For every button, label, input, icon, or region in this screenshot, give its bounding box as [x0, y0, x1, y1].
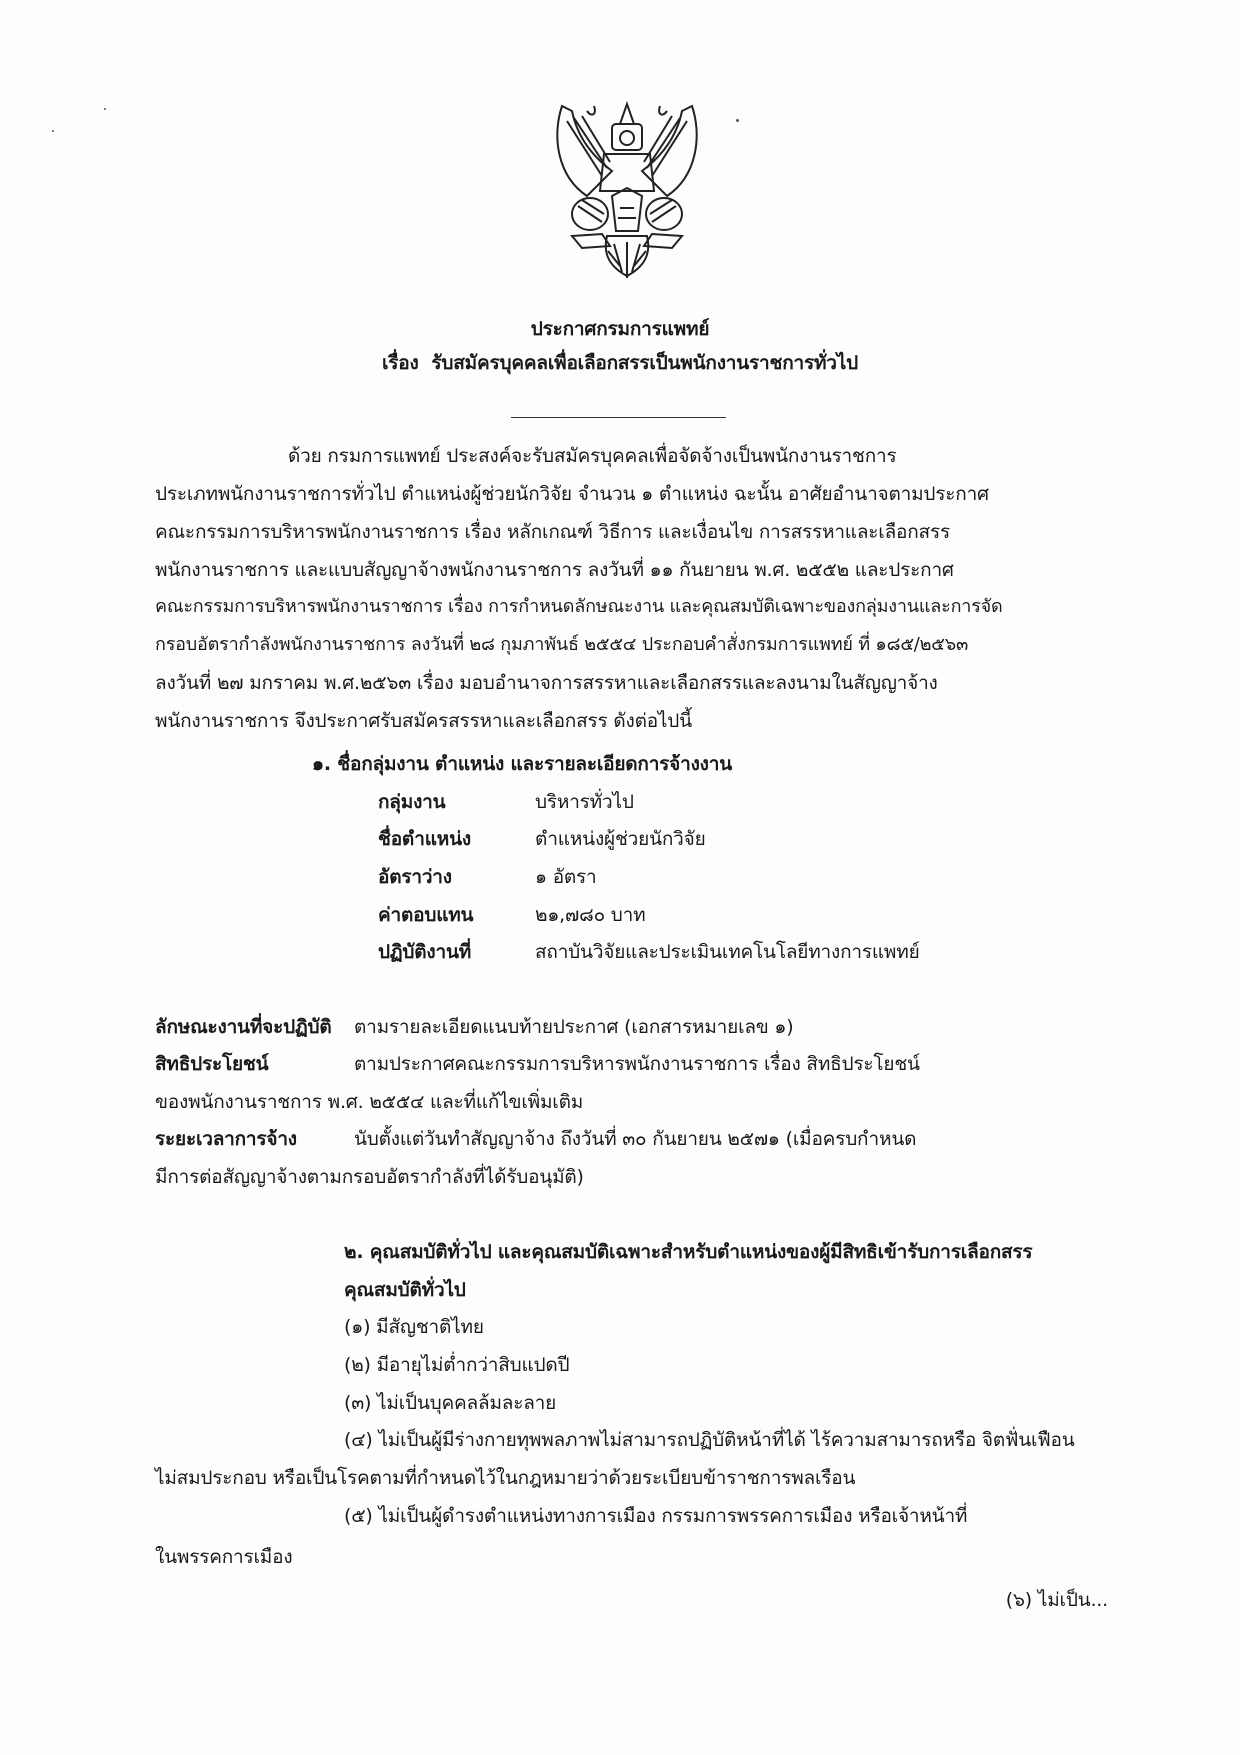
qualification-item: (๔) ไม่เป็นผู้มีร่างกายทุพพลภาพไม่สามารถปฏิบัติหน้าที่ได้ ไร้ความสามารถหรือ จิตฟั่นเฟือน: [344, 1429, 1075, 1451]
job-nature-value: ตามรายละเอียดแนบท้ายประกาศ (เอกสารหมายเลข ๑): [354, 1016, 794, 1038]
benefits-label: สิทธิประโยชน์: [155, 1053, 269, 1075]
section1-heading: ๑. ชื่อกลุ่มงาน ตำแหน่ง และรายละเอียดการจ้างงาน: [312, 753, 732, 775]
intro-line: คณะกรรมการบริหารพนักงานราชการ เรื่อง หลักเกณฑ์ วิธีการ และเงื่อนไข การสรรหาและเลือกสรร: [155, 521, 950, 543]
intro-line: พนักงานราชการ และแบบสัญญาจ้างพนักงานราชการ ลงวันที่ ๑๑ กันยายน พ.ศ. ๒๕๕๒ และประกาศ: [155, 559, 954, 581]
garuda-emblem-icon: [542, 96, 712, 286]
section2-heading: ๒. คุณสมบัติทั่วไป และคุณสมบัติเฉพาะสำหรับตำแหน่งของผู้มีสิทธิเข้ารับการเลือกสรร: [344, 1241, 1033, 1263]
field-value-workgroup: บริหารทั่วไป: [535, 791, 634, 813]
field-label-workgroup: กลุ่มงาน: [378, 791, 446, 813]
qualification-item: (๕) ไม่เป็นผู้ดำรงตำแหน่งทางการเมือง กรรมการพรรคการเมือง หรือเจ้าหน้าที่: [344, 1505, 968, 1527]
duration-label: ระยะเวลาการจ้าง: [155, 1128, 297, 1150]
duration-continuation: มีการต่อสัญญาจ้างตามกรอบอัตรากำลังที่ได้รับอนุมัติ): [155, 1166, 584, 1188]
title-divider: [511, 417, 726, 418]
field-label-vacancy: อัตราว่าง: [378, 866, 452, 888]
intro-line: ประเภทพนักงานราชการทั่วไป ตำแหน่งผู้ช่วยนักวิจัย จำนวน ๑ ตำแหน่ง ฉะนั้น อาศัยอำนาจตามประกาศ: [155, 483, 989, 505]
intro-line: ด้วย กรมการแพทย์ ประสงค์จะรับสมัครบุคคลเพื่อจัดจ้างเป็นพนักงานราชการ: [288, 445, 897, 467]
field-value-workplace: สถาบันวิจัยและประเมินเทคโนโลยีทางการแพทย์: [535, 941, 920, 963]
subject-text: รับสมัครบุคคลเพื่อเลือกสรรเป็นพนักงานราชการทั่วไป: [431, 352, 858, 374]
qualification-item-continuation: ในพรรคการเมือง: [155, 1546, 293, 1568]
field-label-salary: ค่าตอบแทน: [378, 904, 474, 926]
job-nature-label: ลักษณะงานที่จะปฏิบัติ: [155, 1016, 332, 1038]
scan-speck: [52, 130, 54, 132]
field-value-vacancy: ๑ อัตรา: [535, 866, 597, 888]
qualification-item: (๒) มีอายุไม่ต่ำกว่าสิบแปดปี: [344, 1354, 570, 1376]
subject-label: เรื่อง: [381, 352, 419, 374]
duration-value: นับตั้งแต่วันทำสัญญาจ้าง ถึงวันที่ ๓๐ กันยายน ๒๕๗๑ (เมื่อครบกำหนด: [354, 1128, 917, 1150]
benefits-continuation: ของพนักงานราชการ พ.ศ. ๒๕๕๔ และที่แก้ไขเพิ่มเติม: [155, 1091, 584, 1113]
field-value-salary: ๒๑,๗๘๐ บาท: [535, 904, 646, 926]
field-label-workplace: ปฏิบัติงานที่: [378, 941, 472, 963]
page-continuation-marker: (๖) ไม่เป็น...: [1005, 1589, 1108, 1611]
intro-line: กรอบอัตรากำลังพนักงานราชการ ลงวันที่ ๒๘ กุมภาพันธ์ ๒๕๕๔ ประกอบคำสั่งกรมการแพทย์ ที่ ๑๘๕/๒๕๖๓: [155, 634, 969, 655]
field-value-position: ตำแหน่งผู้ช่วยนักวิจัย: [535, 828, 706, 850]
field-label-position: ชื่อตำแหน่ง: [378, 828, 471, 850]
general-qualifications-heading: คุณสมบัติทั่วไป: [344, 1279, 466, 1301]
intro-line: พนักงานราชการ จึงประกาศรับสมัครสรรหาและเลือกสรร ดังต่อไปนี้: [155, 710, 692, 732]
qualification-item: (๑) มีสัญชาติไทย: [344, 1316, 484, 1338]
scan-speck: [736, 119, 739, 122]
qualification-item-continuation: ไม่สมประกอบ หรือเป็นโรคตามที่กำหนดไว้ในกฎหมายว่าด้วยระเบียบข้าราชการพลเรือน: [155, 1467, 856, 1489]
intro-line: ลงวันที่ ๒๗ มกราคม พ.ศ.๒๕๖๓ เรื่อง มอบอำนาจการสรรหาและเลือกสรรและลงนามในสัญญาจ้าง: [155, 672, 938, 694]
document-title: ประกาศกรมการแพทย์: [530, 318, 710, 340]
document-subject: [0, 354, 1240, 373]
scan-speck: [104, 108, 106, 110]
benefits-value: ตามประกาศคณะกรรมการบริหารพนักงานราชการ เรื่อง สิทธิประโยชน์: [354, 1053, 920, 1075]
qualification-item: (๓) ไม่เป็นบุคคลล้มละลาย: [344, 1392, 557, 1414]
intro-line: คณะกรรมการบริหารพนักงานราชการ เรื่อง การกำหนดลักษณะงาน และคุณสมบัติเฉพาะของกลุ่มงานและการจัด: [155, 596, 1003, 617]
